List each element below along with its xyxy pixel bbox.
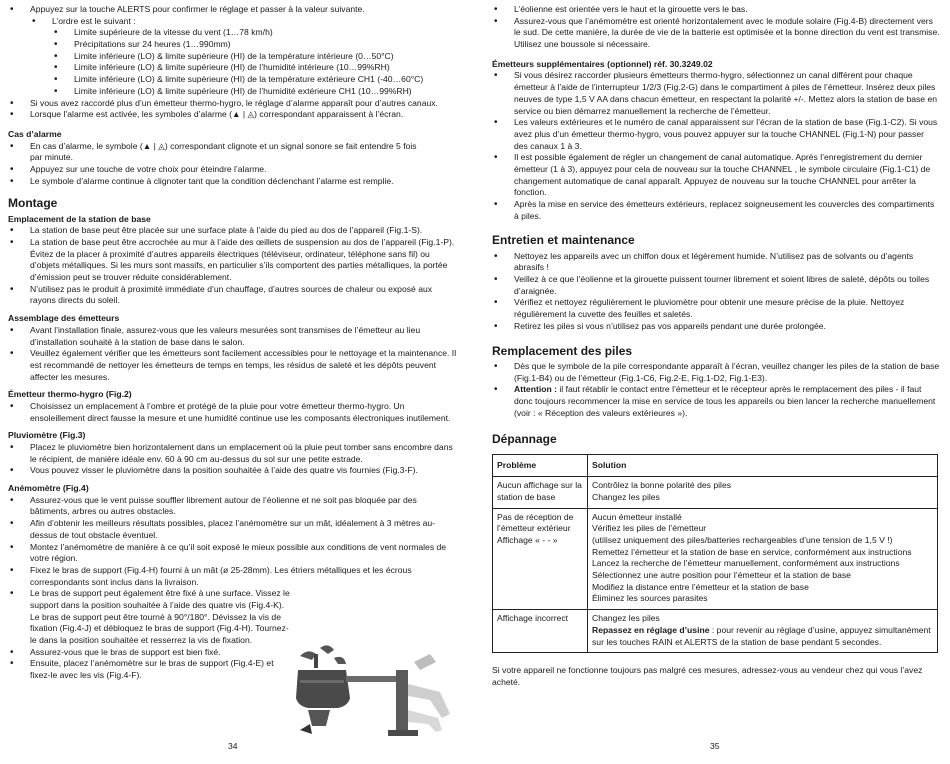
solution-line: Contrôlez la bonne polarité des piles [592, 480, 732, 491]
subheading-thermo-hygro: Émetteur thermo-hygro (Fig.2) [8, 389, 132, 400]
list-item: • Ensuite, placez l’anémomètre sur le bras de support (Fig.4-E) et fixez-le avec les vis (Fig.4-F). [8, 658, 292, 681]
list-item: • Le bras de support peut également être fixé à une surface. Vissez le support dans la position souhaitée à l’aide des quatre vis (Fig.4-K). Le bras de support peut être tourné à 90°/180°. Dévissez la vis de fixation (Fig.4-J) et débloquez le bras de support (Fig.4-H). Tournez-le dans la position souhaitée et resserrez la vis de fixation. [8, 588, 292, 646]
anemometer-illustration [290, 640, 460, 740]
list-item: • Dès que le symbole de la pile correspondante apparaît à l’écran, veuillez changer les piles de la station de base (Fig.1-B4) ou de l’émetteur (Fig.1-C6, Fig.2-E, Fig.1-D2, Fig.1-E3). [492, 361, 940, 384]
list-item: • Vérifiez et nettoyez régulièrement le pluviomètre pour obtenir une mesure précise de la pluie. Nettoyez régulièrement la cuvette des feuilles et saletés. [492, 297, 940, 320]
solution-cell [588, 508, 938, 610]
section-heading-cas-alarme: Cas d’alarme [8, 128, 62, 139]
solution-line: Éliminez les sources parasites [592, 593, 708, 604]
section-heading-montage: Montage [8, 196, 58, 211]
list-item: • Limite inférieure (LO) & limite supérieure (HI) de la température intérieure (0…50°C) [52, 51, 458, 63]
factory-reset-text: : pour revenir au réglage d’usine, appuyez simultanément sur les touches RAIN et ALERTS de la station de base pendant 5 secondes. [592, 624, 931, 647]
order-list [52, 27, 458, 97]
list-item: • Montez l’anémomètre de manière à ce qu’il soit exposé le mieux possible aux conditions de vent normales de votre région. [8, 542, 458, 565]
subheading-pluviometre: Pluviomètre (Fig.3) [8, 430, 86, 441]
attention-text: il faut rétablir le contact entre l’émetteur et le récepteur après le remplacement des piles - il faut donc toujours recommencer la mise en service de tous les appareils ou bien lancer la recherche manuellement (voir : « Réception des valeurs extérieures »). [514, 384, 936, 418]
troubleshooting-table [492, 454, 938, 654]
list-item: • Nettoyez les appareils avec un chiffon doux et légèrement humide. N’utilisez pas de solvants ou d’agents abrasifs ! [492, 251, 940, 274]
list-item: • Précipitations sur 24 heures (1…990mm) [52, 39, 458, 51]
list-item: • Appuyez sur la touche ALERTS pour confirmer le réglage et passer à la valeur suivante. [8, 4, 458, 16]
section-heading-entretien: Entretien et maintenance [492, 233, 635, 248]
list-item: • Avant l’installation finale, assurez-vous que les valeurs mesurées sont transmises de l’émetteur au lieu d’installation souhaité à la station de base dans le salon. [8, 325, 458, 348]
list-item: • Limite inférieure (LO) & limite supérieure (HI) de l’humidité extérieure CH1 (10…99%RH) [52, 86, 458, 98]
solution-line: Aucun émetteur installé [592, 511, 682, 522]
subheading-anemometre: Anémomètre (Fig.4) [8, 483, 89, 494]
section-heading-remplacement: Remplacement des piles [492, 343, 633, 358]
order-label: • L’ordre est le suivant : [30, 16, 458, 28]
table-row [493, 508, 938, 610]
list-item: • Il est possible également de régler un changement de canal automatique. Après l’enregistrement du dernier émetteur (1 à 3), appuyez pour cela de nouveau sur la touche CHANNEL , le symbole circulaire (Fig.1-C1) de changement automatique de canal apparaît. Appuyez de nouveau sur la touche CHANNEL pour arrêter la fonction. [492, 152, 940, 199]
list-item: • Assurez-vous que le bras de support est bien fixé. [8, 647, 292, 659]
list-item: • Choisissez un emplacement à l’ombre et protégé de la pluie pour votre émetteur thermo-hygro. Un ensoleillement direct fausse la mesure et une humidité continue use les composants électroniques inutilement. [8, 401, 458, 424]
list-item: • La station de base peut être placée sur une surface plate à l’aide du pied au dos de l’appareil (Fig.1-S). [8, 225, 458, 237]
list-item: • Limite inférieure (LO) & limite supérieure (HI) de l’humidité intérieure (10…99%RH) [52, 62, 458, 74]
solution-line: Sélectionnez une autre position pour l’émetteur et la station de base [592, 570, 851, 581]
subheading-assemblage: Assemblage des émetteurs [8, 313, 120, 324]
solution-line: Modifiez la distance entre l’émetteur et la station de base [592, 581, 809, 592]
entretien-list [492, 251, 940, 333]
solution-line: (utilisez uniquement des piles/batteries rechargeables d’une tension de 1,5 V !) [592, 535, 893, 545]
list-item: • Si vous désirez raccorder plusieurs émetteurs thermo-hygro, sélectionnez un canal différent pour chaque émetteur à l’aide de l’interrupteur 1/2/3 (Fig.2-G) dans le compartiment à piles de l’émetteur. Insérez deux piles neuves de type 1,5 V AA dans chacun émetteur, en respectant la polarité +/-. Mettez alors la station de base en service ou bien démarrez manuellement la recherche de l’émetteur. [492, 70, 940, 117]
solution-line: Lancez la recherche de l’émetteur manuellement, conformément aux instructions [592, 558, 900, 569]
list-item-attention [492, 384, 940, 419]
list-item: • Afin d’obtenir les meilleurs résultats possibles, placez l’anémomètre sur un mât, idéalement à 3 mètres au-dessus de tout obstacle éventuel. [8, 518, 458, 541]
page-number-right: 35 [710, 741, 720, 751]
solution-cell [588, 477, 938, 508]
subheading-emetteurs: Émetteurs supplémentaires (optionnel) réf. 30.3249.02 [492, 58, 713, 69]
list-item: • Veuillez également vérifier que les émetteurs sont facilement accessibles pour le nettoyage et la maintenance. Il est recommandé de nettoyer les émetteurs de temps en temps, les résidus de saleté et les dépôts peuvent affecter les mesures. [8, 348, 458, 383]
solution-line: Remettez l’émetteur et la station de base en service, conformément aux instructions [592, 546, 912, 557]
right-page [492, 4, 940, 689]
solution-line: Changez les piles [592, 613, 660, 624]
footer-note: Si votre appareil ne fonctionne toujours pas malgré ces mesures, adressez-vous au vendeur chez qui vous l’avez acheté. [492, 665, 923, 687]
anemo-continued-list [492, 4, 940, 51]
column-header-solution: Solution [588, 454, 938, 477]
list-item: • Limite inférieure (LO) & limite supérieure (HI) de la température extérieure CH1 (-40…60°C) [52, 74, 458, 86]
list-item: • Assurez-vous que l’anémomètre est orienté horizontalement avec le module solaire (Fig.4-B) directement vers le sud. De cette manière, la durée de vie de la batterie est optimisée et la bonne direction du vent est transmise. Utilisez une boussole si nécessaire. [492, 16, 940, 51]
cas-alarme-list [8, 141, 458, 188]
assemblage-list [8, 325, 458, 383]
pluvio-list [8, 442, 458, 477]
list-item: • En cas d’alarme, le symbole (▲ | ◬) correspondant clignote et un signal sonore se fait entendre 5 fois par minute. [8, 141, 430, 164]
list-item: • Les valeurs extérieures et le numéro de canal apparaissent sur l’écran de la station de base (Fig.1-C2). Si vous avez plus d’un émetteur thermo-hygro, vous pouvez appuyer sur la touche CHANNEL (Fig.1-N) pour passer des canaux 1 à 3. [492, 117, 940, 152]
table-row [493, 610, 938, 653]
table-row [493, 477, 938, 508]
table-header-row [493, 454, 938, 477]
list-item: • Appuyez sur une touche de votre choix pour éteindre l’alarme. [8, 164, 458, 176]
list-item: • La station de base peut être accrochée au mur à l’aide des œillets de suspension au dos de l’appareil (Fig.1-P). Évitez de la placer à proximité d’autres appareils électriques (téléviseur, ordinateur, téléphone sans fil) ou d’objets métalliques. Si les murs sont massifs, en particulier s’ils comportent des parties métalliques, la portée d’émission peut se trouver réduite considérablement. [8, 237, 458, 284]
problem-cell: Aucun affichage sur la station de base [493, 477, 588, 508]
list-item: • L’éolienne est orientée vers le haut et la girouette vers le bas. [492, 4, 940, 16]
emplacement-list [8, 225, 458, 307]
list-item: • Le symbole d’alarme continue à clignoter tant que la condition déclenchant l’alarme est remplie. [8, 176, 458, 188]
factory-reset-label: Repassez en réglage d’usine [592, 624, 710, 635]
list-item: • Retirez les piles si vous n’utilisez pas vos appareils pendant une durée prolongée. [492, 321, 940, 333]
list-item: • Placez le pluviomètre bien horizontalement dans un emplacement où la pluie peut tomber sans encombre dans le récipient, de manière idéale env. 60 à 90 cm au-dessus du sol sur une petite estrade. [8, 442, 458, 465]
solution-line: Vérifiez les piles de l’émetteur [592, 523, 707, 534]
section-heading-depannage: Dépannage [492, 432, 557, 447]
problem-cell: Affichage incorrect [493, 610, 588, 653]
list-item: • Vous pouvez visser le pluviomètre dans la position souhaitée à l’aide des quatre vis fournies (Fig.3-F). [8, 465, 458, 477]
column-header-problem: Problème [493, 454, 588, 477]
list-item: • N’utilisez pas le produit à proximité immédiate d’un chauffage, d’autres sources de chaleur ou exposé aux rayons directs du soleil. [8, 284, 458, 307]
problem-cell: Pas de réception de l’émetteur extérieur Affichage « - - » [493, 508, 588, 610]
alert-settings-list [8, 4, 458, 121]
list-item: • Veillez à ce que l’éolienne et la girouette puissent tourner librement et soient libres de saleté, dépôts ou toiles d’araignée. [492, 274, 940, 297]
list-item: • Assurez-vous que le vent puisse souffler librement autour de l’éolienne et ne soit pas bloquée par des bâtiments, arbres ou autres obstacles. [8, 495, 458, 518]
list-item: • Lorsque l’alarme est activée, les symboles d’alarme (▲ | ◬) correspondant apparaissent à l’écran. [8, 109, 458, 121]
remplacement-list [492, 361, 940, 419]
list-item: • Fixez le bras de support (Fig.4-H) fourni à un mât (ø 25-28mm). Les étriers métalliques et les écrous correspondants sont inclus dans la livraison. [8, 565, 458, 588]
solution-cell [588, 610, 938, 653]
list-item: • Limite supérieure de la vitesse du vent (1…78 km/h) [52, 27, 458, 39]
left-page [8, 4, 458, 682]
list-item: • Si vous avez raccordé plus d’un émetteur thermo-hygro, le réglage d’alarme apparaît pour d’autres canaux. [8, 98, 458, 110]
solution-line: Changez les piles [592, 491, 660, 502]
attention-label: Attention : [514, 384, 557, 395]
subheading-emplacement: Emplacement de la station de base [8, 213, 151, 224]
page-number-left: 34 [228, 741, 238, 751]
thermo-list [8, 401, 458, 424]
list-item: • Après la mise en service des émetteurs extérieurs, replacez soigneusement les couvercles des compartiments à piles. [492, 199, 940, 222]
solution-line-reset [592, 625, 933, 648]
order-block [30, 16, 458, 98]
emetteurs-list [492, 70, 940, 222]
